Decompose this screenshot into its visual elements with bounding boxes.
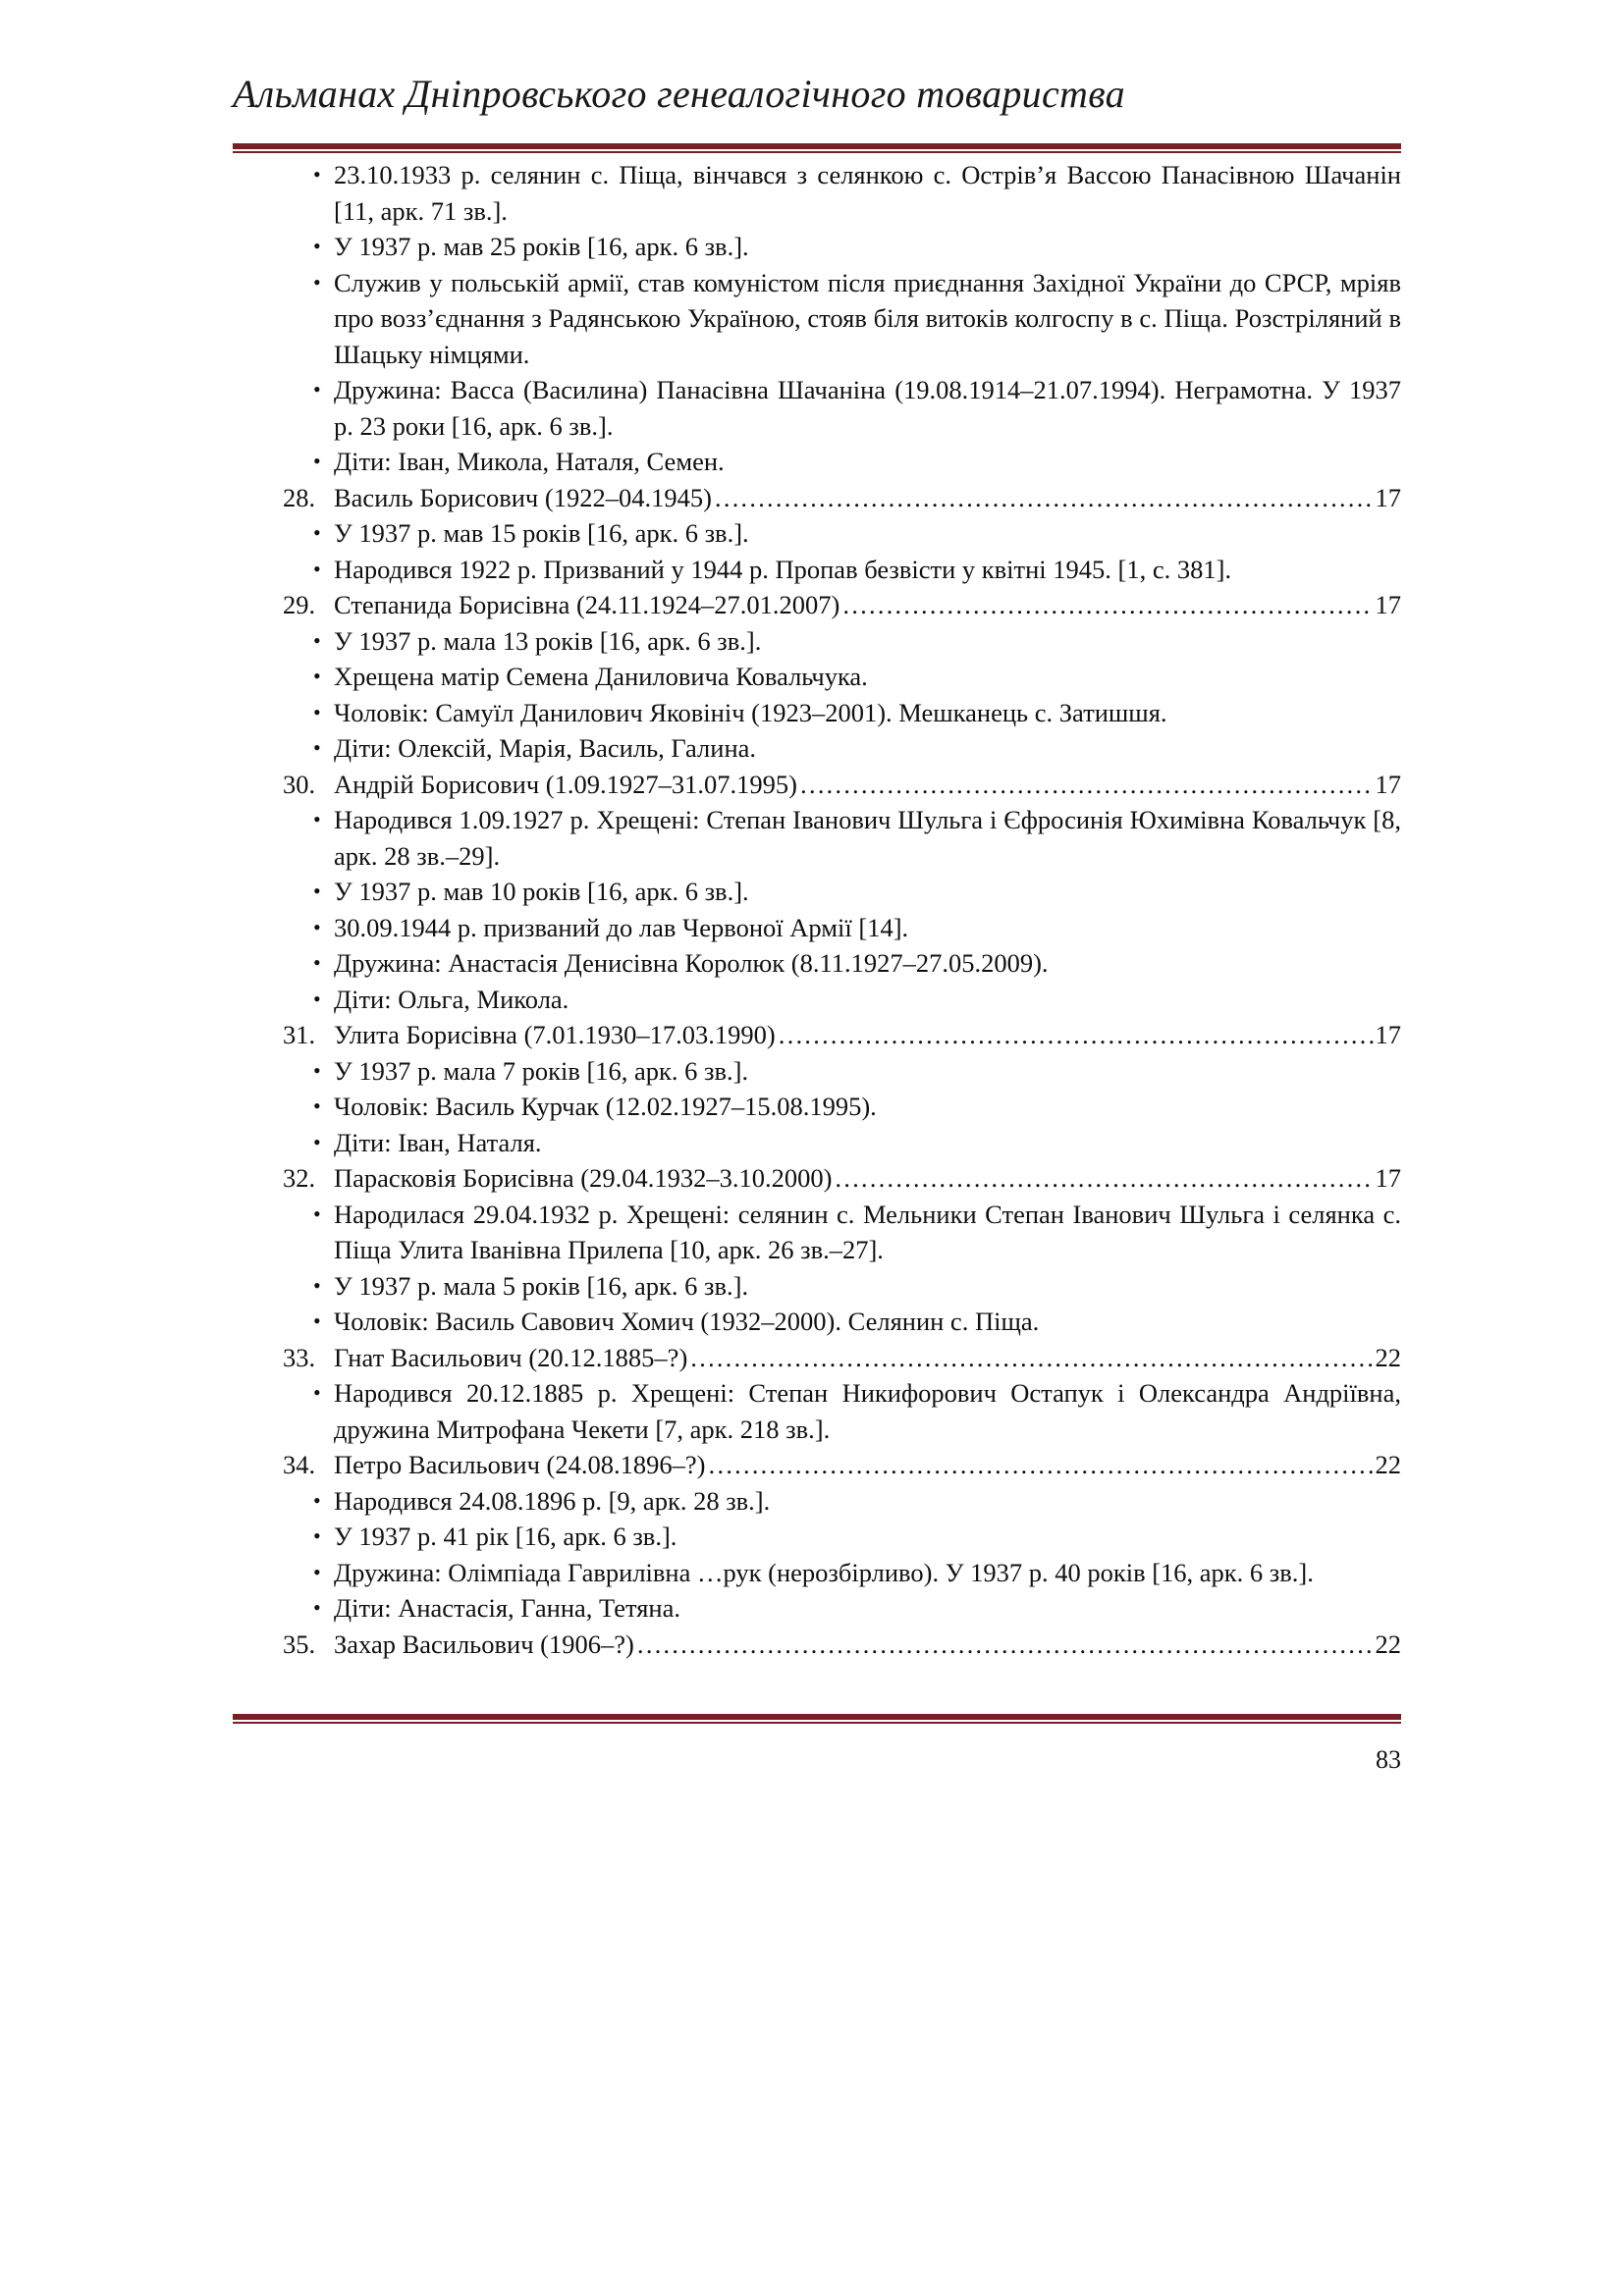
bullet-icon: • (313, 162, 321, 187)
bullet-text: У 1937 р. мала 5 років [16, арк. 6 зв.]. (334, 1270, 749, 1301)
entry-name: Андрій Борисович (1.09.1927–31.07.1995) (334, 769, 797, 799)
bullet-item (285, 1053, 1401, 1090)
bullet-text: У 1937 р. мав 10 років [16, арк. 6 зв.]. (334, 877, 749, 906)
footer-rule (233, 1714, 1401, 1724)
bullet-icon: • (313, 377, 321, 401)
entry-number: 28. (283, 482, 316, 512)
bullet-item (285, 1197, 1401, 1268)
entry-name: Гнат Васильович (20.12.1885–?) (334, 1342, 688, 1372)
bullet-text: Діти: Іван, Наталя. (334, 1127, 542, 1157)
bullet-item (285, 659, 1401, 695)
bullet-text: Діти: Ольга, Микола. (334, 984, 569, 1014)
bullet-text: Чоловік: Самуїл Данилович Яковініч (1923–2001). Мешканець с. Затишшя. (334, 697, 1167, 727)
bullet-text: У 1937 р. 41 рік [16, арк. 6 зв.]. (334, 1522, 677, 1551)
bullet-icon: • (313, 986, 321, 1011)
bullet-icon: • (313, 449, 321, 473)
entry-page-ref: 22 (1375, 1342, 1401, 1372)
entry-page-ref: 17 (1375, 1020, 1401, 1049)
bullet-item (285, 1590, 1401, 1627)
bullet-icon: • (313, 699, 321, 724)
entry-number: 33. (283, 1342, 316, 1372)
numbered-entry (283, 587, 1401, 623)
bullet-text: 23.10.1933 р. селянин с. Піща, вінчався з селянкою с. Острів’я Вассою Панасівною Шачанін [11, арк. 71 зв.]. (334, 160, 1401, 226)
bullet-item (285, 874, 1401, 910)
bullet-item (285, 910, 1401, 946)
entry-name: Улита Борисівна (7.01.1930–17.03.1990) (334, 1020, 776, 1049)
entry-page-ref: 17 (1375, 769, 1401, 799)
page-number: 83 (1376, 1745, 1401, 1774)
bullet-item (285, 730, 1401, 767)
bullet-item (285, 1304, 1401, 1340)
bullet-item (285, 265, 1401, 373)
bullet-icon: • (313, 556, 321, 581)
bullet-icon: • (313, 664, 321, 688)
bullet-icon: • (313, 1308, 321, 1333)
bullet-icon: • (313, 1559, 321, 1584)
bullet-icon: • (313, 735, 321, 760)
entry-name: Василь Борисович (1922–04.1945) (334, 482, 712, 512)
bullet-text: Чоловік: Василь Курчак (12.02.1927–15.08.1995). (334, 1092, 877, 1121)
bullet-item (285, 802, 1401, 874)
bullet-text: У 1937 р. мав 25 років [16, арк. 6 зв.]. (334, 232, 749, 261)
numbered-entry (283, 1627, 1401, 1663)
dot-leader (714, 480, 1374, 516)
bullet-icon: • (313, 879, 321, 903)
bullet-text: 30.09.1944 р. призваний до лав Червоної Армії [14]. (334, 912, 909, 942)
bullet-icon: • (313, 1595, 321, 1620)
entry-name: Петро Васильович (24.08.1896–?) (334, 1450, 706, 1479)
bullet-icon: • (313, 1487, 321, 1513)
bullet-text: Народився 1.09.1927 р. Хрещені: Степан Іванович Шульга і Єфросинія Юхимівна Ковальчук [8, арк. 28 зв.–29]. (334, 805, 1401, 871)
bullet-icon: • (313, 627, 321, 653)
bullet-text: У 1937 р. мала 7 років [16, арк. 6 зв.]. (334, 1055, 749, 1086)
numbered-entry (283, 480, 1401, 516)
bullet-item (285, 157, 1401, 229)
bullet-icon: • (313, 1272, 321, 1298)
bullet-text: Хрещена матір Семена Даниловича Ковальчука. (334, 662, 868, 691)
dot-leader (689, 1340, 1373, 1376)
bullet-icon: • (313, 950, 321, 975)
genealogy-entries (285, 157, 1401, 1662)
entry-page-ref: 17 (1375, 590, 1401, 619)
entry-page-ref: 17 (1375, 1163, 1401, 1193)
bullet-text: Служив у польській армії, став комуністом після приєднання Західної України до СРСР, мріяв про возз’єднання з Радянською Україною, стояв біля витоків колгоспу в с. Піща. Розстріляний в Шацьку німцями. (334, 267, 1401, 369)
entry-number: 34. (283, 1450, 316, 1479)
entry-page-ref: 17 (1375, 482, 1401, 512)
bullet-text: Народився 20.12.1885 р. Хрещені: Степан Никифорович Остапук і Олександра Андріївна, дружина Митрофана Чекети [7, арк. 218 зв.]. (334, 1378, 1401, 1444)
bullet-text: У 1937 р. мав 15 років [16, арк. 6 зв.]. (334, 518, 749, 548)
bullet-text: Діти: Іван, Микола, Наталя, Семен. (334, 447, 725, 476)
dot-leader (707, 1447, 1373, 1483)
entry-number: 29. (283, 590, 316, 619)
dot-leader (636, 1627, 1374, 1663)
bullet-text: Чоловік: Василь Савович Хомич (1932–2000). Селянин с. Піща. (334, 1307, 1040, 1336)
entry-number: 30. (283, 769, 316, 799)
bullet-item (285, 444, 1401, 480)
entry-name: Парасковія Борисівна (29.04.1932–3.10.2000) (334, 1163, 833, 1193)
bullet-item (285, 695, 1401, 731)
dot-leader (799, 767, 1374, 803)
bullet-text: Діти: Олексій, Марія, Василь, Галина. (334, 733, 757, 763)
header-rule (233, 143, 1401, 153)
bullet-item (285, 982, 1401, 1018)
bullet-icon: • (313, 1129, 321, 1154)
bullet-item (285, 1483, 1401, 1520)
bullet-item (285, 623, 1401, 660)
bullet-text: У 1937 р. мала 13 років [16, арк. 6 зв.]. (334, 625, 762, 656)
bullet-icon: • (313, 914, 321, 939)
bullet-item (285, 1268, 1401, 1305)
bullet-item (285, 1375, 1401, 1447)
bullet-text: Народився 24.08.1896 р. [9, арк. 28 зв.]. (334, 1485, 771, 1516)
bullet-icon: • (313, 520, 321, 545)
entry-name: Степанида Борисівна (24.11.1924–27.01.2007) (334, 590, 840, 619)
entry-page-ref: 22 (1375, 1450, 1401, 1479)
bullet-icon: • (313, 269, 321, 294)
bullet-icon: • (313, 1380, 321, 1405)
dot-leader (841, 587, 1373, 623)
numbered-entry (283, 1017, 1401, 1053)
entry-number: 32. (283, 1163, 316, 1193)
bullet-item (285, 552, 1401, 588)
numbered-entry (283, 1447, 1401, 1483)
bullet-text: Народився 1922 р. Призваний у 1944 р. Пропав безвісти у квітні 1945. [1, с. 381]. (334, 554, 1232, 584)
bullet-text: Дружина: Анастасія Денисівна Королюк (8.11.1927–27.05.2009). (334, 948, 1049, 978)
bullet-item (285, 515, 1401, 552)
dot-leader (778, 1017, 1374, 1053)
bullet-icon: • (313, 1523, 321, 1548)
bullet-text: Дружина: Олімпіада Гаврилівна …рук (нерозбірливо). У 1937 р. 40 років [16, арк. 6 зв.]. (334, 1557, 1314, 1587)
page-header (233, 73, 1401, 116)
bullet-text: Дружина: Васса (Василина) Панасівна Шачаніна (19.08.1914–21.07.1994). Неграмотна. У 1937 р. 23 роки [16, арк. 6 зв.]. (334, 375, 1401, 441)
bullet-icon: • (313, 234, 321, 258)
bullet-icon: • (313, 1094, 321, 1118)
numbered-entry (283, 1160, 1401, 1197)
numbered-entry (283, 1340, 1401, 1376)
bullet-item (285, 1125, 1401, 1161)
running-header-title: Альманах Дніпровського генеалогічного товариства (233, 72, 1125, 116)
entry-page-ref: 22 (1375, 1629, 1401, 1659)
bullet-item (285, 372, 1401, 444)
bullet-text: Народилася 29.04.1932 р. Хрещені: селянин с. Мельники Степан Іванович Шульга і селянка с. Піща Улита Іванівна Прилепа [10, арк. 26 зв.–27]. (334, 1199, 1401, 1264)
bullet-item (285, 1089, 1401, 1125)
entry-number: 35. (283, 1629, 316, 1659)
bullet-text: Діти: Анастасія, Ганна, Тетяна. (334, 1593, 680, 1623)
bullet-item (285, 945, 1401, 982)
bullet-icon: • (313, 1057, 321, 1083)
entry-name: Захар Васильович (1906–?) (334, 1629, 634, 1659)
bullet-item (285, 1519, 1401, 1555)
entry-number: 31. (283, 1020, 316, 1049)
numbered-entry (283, 767, 1401, 803)
bullet-item (285, 229, 1401, 265)
dot-leader (834, 1160, 1373, 1197)
bullet-item (285, 1555, 1401, 1591)
bullet-icon: • (313, 1201, 321, 1226)
bullet-icon: • (313, 807, 321, 831)
